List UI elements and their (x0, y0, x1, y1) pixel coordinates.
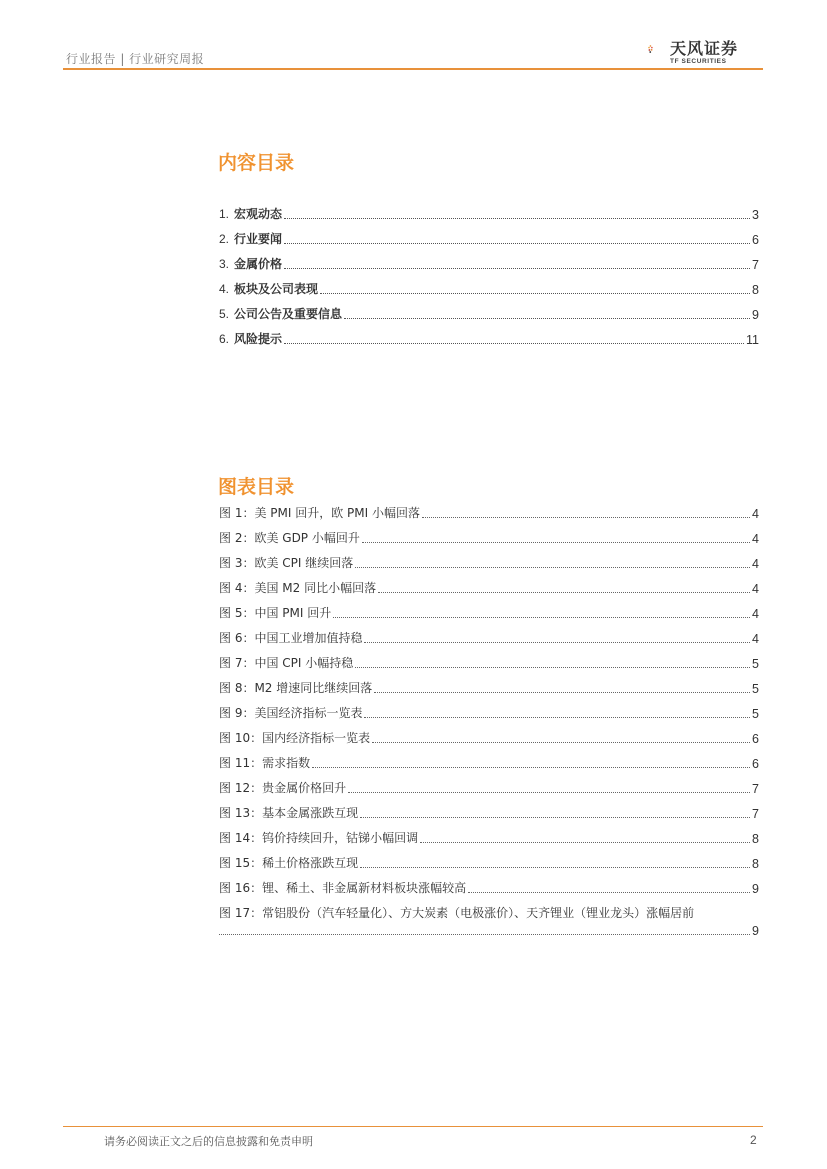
figure-item-label: 图 15：稀土价格涨跌互现 (219, 856, 359, 870)
leader-dots (344, 317, 750, 319)
figure-item-label: 图 12：贵金属价格回升 (219, 781, 347, 795)
toc-item-page: 9 (752, 308, 759, 322)
figure-item-page: 4 (752, 632, 759, 646)
figure-item[interactable] (219, 853, 759, 871)
figure-item[interactable] (219, 603, 759, 621)
toc-item-label (219, 205, 282, 222)
leader-dots (284, 242, 750, 244)
leader-dots (378, 591, 750, 593)
figure-item-17-page: 9 (752, 924, 759, 938)
toc-item-page: 11 (746, 333, 759, 347)
figure-item[interactable] (219, 753, 759, 771)
toc-item-number: 5. (219, 307, 230, 321)
figure-item-label: 图 11：需求指数 (219, 756, 311, 770)
toc-item-page: 7 (752, 258, 759, 272)
figure-item-page: 8 (752, 857, 759, 871)
figure-item-17-leader[interactable] (219, 920, 759, 938)
toc-item-label (219, 280, 318, 297)
figure-item-label: 图 10：国内经济指标一览表 (219, 731, 371, 745)
toc-item-title: 板块及公司表现 (234, 282, 319, 296)
toc-item-number: 3. (219, 257, 230, 271)
figures-title: 图表目录 (218, 476, 295, 498)
toc-item[interactable] (219, 329, 759, 347)
figure-item-label: 图 8：M2 增速同比继续回落 (219, 681, 373, 695)
figure-item-label: 图 7：中国 CPI 小幅持稳 (219, 656, 354, 670)
toc-item-number: 2. (219, 232, 230, 246)
figure-item-label: 图 3：欧美 CPI 继续回落 (219, 556, 354, 570)
toc-item-label (219, 305, 342, 322)
figure-item-label: 图 13：基本金属涨跌互现 (219, 806, 359, 820)
toc-item-number: 4. (219, 282, 230, 296)
toc-item-page: 6 (752, 233, 759, 247)
figure-item[interactable] (219, 503, 759, 521)
toc-item-title: 宏观动态 (234, 207, 283, 221)
figure-item[interactable] (219, 728, 759, 746)
figure-item-17-label[interactable]: 图 17：常铝股份（汽车轻量化）、方大炭素（电极涨价）、天齐锂业（锂业龙头）涨幅居前 (219, 906, 695, 920)
leader-dots (355, 566, 750, 568)
figure-item-label: 图 4：美国 M2 同比小幅回落 (219, 581, 377, 595)
leader-dots (360, 866, 750, 868)
toc-item-page: 8 (752, 283, 759, 297)
figure-item-label: 图 16：锂、稀土、非金属新材料板块涨幅较高 (219, 881, 467, 895)
header-breadcrumb: 行业报告 | 行业研究周报 (66, 52, 205, 66)
figure-item-label: 图 9：美国经济指标一览表 (219, 706, 363, 720)
leader-dots (364, 641, 750, 643)
leader-dots (320, 292, 750, 294)
figure-item-label: 图 2：欧美 GDP 小幅回升 (219, 531, 360, 545)
leader-dots (355, 666, 750, 668)
logo-subtitle: TF SECURITIES (670, 58, 727, 65)
figure-item-page: 7 (752, 807, 759, 821)
toc-item-label (219, 255, 282, 272)
figure-item[interactable] (219, 878, 759, 896)
figure-item-page: 6 (752, 732, 759, 746)
figure-item-label: 图 5：中国 PMI 回升 (219, 606, 332, 620)
toc-item-label (219, 230, 282, 247)
leader-dots (284, 342, 744, 344)
logo-name: 天风证券 (670, 39, 739, 58)
company-logo (648, 28, 672, 70)
figure-item-label: 图 6：中国工业增加值持稳 (219, 631, 363, 645)
figure-item-page: 8 (752, 832, 759, 846)
leader-dots (364, 716, 750, 718)
figure-item[interactable] (219, 828, 759, 846)
leader-dots (468, 891, 750, 893)
figure-item-page: 6 (752, 757, 759, 771)
leader-dots (333, 616, 750, 618)
page-number: 2 (750, 1133, 757, 1147)
toc-item-number: 1. (219, 207, 230, 221)
leader-dots (360, 816, 750, 818)
figure-item-page: 4 (752, 607, 759, 621)
figure-item[interactable] (219, 628, 759, 646)
toc-item[interactable] (219, 279, 759, 297)
figure-item-page: 5 (752, 707, 759, 721)
figure-item[interactable] (219, 553, 759, 571)
footer-divider (63, 1126, 763, 1127)
figure-item[interactable] (219, 528, 759, 546)
toc-item-label (219, 330, 282, 347)
leader-dots (422, 516, 750, 518)
figure-item[interactable] (219, 778, 759, 796)
figure-item-page: 9 (752, 882, 759, 896)
leader-dots (312, 766, 750, 768)
figure-item-label: 图 14：钨价持续回升，钴锑小幅回调 (219, 831, 419, 845)
toc-item[interactable] (219, 304, 759, 322)
toc-item-title: 公司公告及重要信息 (234, 307, 343, 321)
figure-item[interactable] (219, 578, 759, 596)
leader-dots (348, 791, 750, 793)
toc-item-page: 3 (752, 208, 759, 222)
leader-dots (284, 267, 750, 269)
leader-dots (362, 541, 750, 543)
figure-item[interactable] (219, 678, 759, 696)
leader-dots (420, 841, 750, 843)
toc-item-title: 风险提示 (234, 332, 283, 346)
figure-item-page: 7 (752, 782, 759, 796)
toc-item[interactable] (219, 229, 759, 247)
figure-item-page: 4 (752, 532, 759, 546)
footer-disclaimer: 请务必阅读正文之后的信息披露和免责申明 (104, 1135, 313, 1148)
toc-item-title: 金属价格 (234, 257, 283, 271)
figure-item[interactable] (219, 803, 759, 821)
figure-item-page: 4 (752, 507, 759, 521)
leader-dots (219, 933, 750, 935)
toc-item-number: 6. (219, 332, 230, 346)
figure-item-label: 图 1：美 PMI 回升，欧 PMI 小幅回落 (219, 506, 420, 520)
leader-dots (284, 217, 750, 219)
figure-item[interactable] (219, 703, 759, 721)
figure-item-page: 4 (752, 557, 759, 571)
figure-item[interactable] (219, 653, 759, 671)
figure-item-page: 5 (752, 657, 759, 671)
toc-item[interactable] (219, 204, 759, 222)
toc-item-title: 行业要闻 (234, 232, 283, 246)
contents-title: 内容目录 (218, 152, 295, 174)
leader-dots (372, 741, 750, 743)
figure-item-page: 4 (752, 582, 759, 596)
figure-item-page: 5 (752, 682, 759, 696)
toc-item[interactable] (219, 254, 759, 272)
leader-dots (374, 691, 750, 693)
